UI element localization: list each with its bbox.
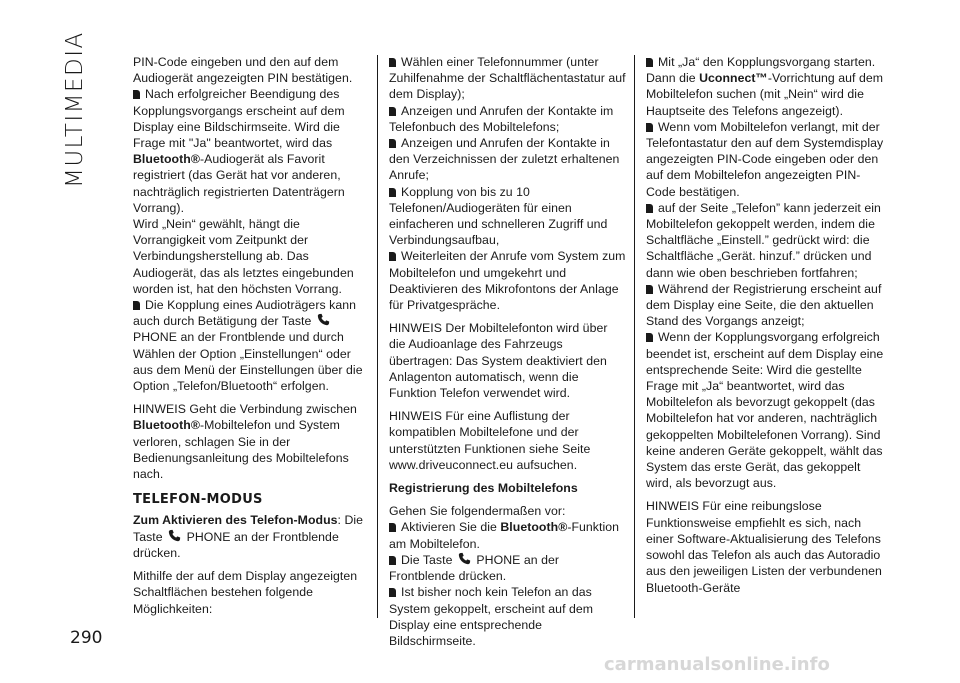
column-1 xyxy=(133,54,371,617)
bullet-icon xyxy=(389,58,396,67)
bullet-item: Weiterleiten der Anrufe vom System zum Mobiltelefon und umgekehrt und Deaktivieren des Mikrofontons der Anlage für Privatgespräche. xyxy=(389,249,626,313)
note: HINWEIS Für eine Auflistung der kompatiblen Mobiltelefone und der unterstützten Funktionen siehe Seite www.driveuconnect.eu aufsuchen. xyxy=(389,409,591,472)
paragraph: Wird „Nein“ gewählt, hängt die Vorrangigkeit vom Zeitpunkt der Verbindungsherstellung ab. Das Audiogerät, das als letztes eingebunden worden ist, hat den höchsten Vorrang. xyxy=(133,217,354,296)
phone-icon xyxy=(458,552,471,565)
bullet-icon xyxy=(389,556,396,565)
column-divider xyxy=(634,55,635,618)
bullet-item: Wenn vom Mobiltelefon verlangt, mit der Telefontastatur den auf dem Systemdisplay angezeigten PIN-Code eingeben oder den auf dem Mobiltelefon angezeigten PIN-Code bestätigen. xyxy=(646,119,884,199)
bullet-icon xyxy=(389,588,396,597)
bullet-item: Mit „Ja“ den Kopplungsvorgang starten. Dann die Uconnect™-Vorrichtung auf dem Mobiltelefon suchen (mit „Nein“ wird die Hauptseite des Telefons angezeigt). xyxy=(646,55,884,118)
bullet-icon xyxy=(133,90,140,99)
bullet-icon xyxy=(646,333,653,342)
bullet-icon xyxy=(389,252,396,261)
paragraph: Gehen Sie folgendermaßen vor: xyxy=(389,504,566,519)
bullet-icon xyxy=(133,301,140,310)
bullet-icon xyxy=(389,139,396,148)
column-divider xyxy=(377,55,378,618)
bullet-icon xyxy=(646,123,653,132)
paragraph: Mithilfe der auf dem Display angezeigten Schaltflächen bestehen folgende Möglichkeiten: xyxy=(133,569,358,616)
bullet-icon xyxy=(646,204,653,213)
bullet-icon xyxy=(389,523,396,532)
bullet-item: Kopplung von bis zu 10 Telefonen/Audiogeräten für einen einfacheren und schnelleren Zugriff und Verbindungsaufbau, xyxy=(389,184,608,248)
bullet-item: Aktivieren Sie die Bluetooth®-Funktion am Mobiltelefon. xyxy=(389,520,620,551)
phone-icon xyxy=(317,313,330,326)
watermark: carmanualsonline.info xyxy=(604,654,830,675)
bullet-item: Die Taste PHONE an der Frontblende drücken. xyxy=(389,552,560,584)
paragraph: PIN-Code eingeben und den auf dem Audiogerät angezeigten PIN bestätigen. xyxy=(133,55,353,86)
bullet-item: Anzeigen und Anrufen der Kontakte im Telefonbuch des Mobiltelefons; xyxy=(389,103,614,134)
paragraph: Zum Aktivieren des Telefon-Modus: Die Taste PHONE an der Frontblende drücken. xyxy=(133,513,364,560)
bullet-item: Nach erfolgreicher Beendigung des Kopplungsvorgangs erscheint auf dem Display eine Bildschirmseite. Wird die Frage mit "Ja" beantwortet, wird das Bluetooth®-Audiogerät als Favorit registriert (das Gerät hat vor anderen, nachträglich registrierten Datenträgern Vorrang). xyxy=(133,87,345,215)
bullet-item: auf der Seite „Telefon” kann jederzeit ein Mobiltelefon gekoppelt werden, indem die Schaltfläche „Einstell.” gedrückt wird: die Schaltfläche „Gerät. hinzuf.” drücken und dann wie oben beschrieben fortfahren; xyxy=(646,200,881,280)
column-2 xyxy=(389,54,627,649)
bullet-item: Ist bisher noch kein Telefon an das System gekoppelt, erscheint auf dem Display eine entsprechende Bildschirmseite. xyxy=(389,585,594,648)
bullet-item: Anzeigen und Anrufen der Kontakte in den Verzeichnissen der zuletzt erhaltenen Anrufe; xyxy=(389,136,620,183)
bullet-item: Während der Registrierung erscheint auf dem Display eine Seite, die den aktuellen Stand des Vorgangs anzeigt; xyxy=(646,281,882,329)
section-heading: TELEFON-MODUS xyxy=(133,492,263,508)
bullet-icon xyxy=(646,285,653,294)
section-title: MULTIMEDIA xyxy=(62,31,88,188)
bullet-icon xyxy=(646,58,653,67)
bullet-icon xyxy=(389,188,396,197)
note: HINWEIS Für eine reibungslose Funktionsweise empfiehlt es sich, nach einer Software-Aktualisierung des Telefons sowohl das Telefon als auch das Autoradio aus den jeweiligen Listen der verbundenen Bluetooth-Geräte xyxy=(646,499,882,595)
bullet-icon xyxy=(389,107,396,116)
phone-icon xyxy=(168,529,181,542)
column-3 xyxy=(646,54,884,596)
bullet-item: Die Kopplung eines Audioträgers kann auch durch Betätigung der Taste PHONE an der Frontblende und durch Wählen der Option „Einstellungen“ oder aus dem Menü der Einstellungen über die Option „Telefon/Bluetooth“ erfolgen. xyxy=(133,298,363,394)
note: HINWEIS Der Mobiltelefonton wird über die Audioanlage des Fahrzeugs übertragen: Das System deaktiviert den Anlagenton automatisch, wenn die Funktion Telefon verwendet wird. xyxy=(389,321,608,401)
bullet-item: Wählen einer Telefonnummer (unter Zuhilfenahme der Schaltflächentastatur auf dem Display); xyxy=(389,55,626,102)
note: HINWEIS Geht die Verbindung zwischen Bluetooth®-Mobiltelefon und System verloren, schlagen Sie in der Bedienungsanleitung des Mobiltelefons nach. xyxy=(133,402,357,482)
subheading: Registrierung des Mobiltelefons xyxy=(389,481,578,496)
page-number: 290 xyxy=(70,628,103,648)
bullet-item: Wenn der Kopplungsvorgang erfolgreich beendet ist, erscheint auf dem Display eine entsprechende Seite: Wird die gestellte Frage mit „Ja“ beantwortet, wird das Mobiltelefon als bevorzugt gekoppelt (das Mobiltelefon hat vor anderen, nachträglich gekoppelten Mobiltelefonen Vorrang). Sind keine anderen Geräte gekoppelt, wählt das System das erste Gerät, das gekoppelt wird, als bevorzugt aus. xyxy=(646,330,884,491)
